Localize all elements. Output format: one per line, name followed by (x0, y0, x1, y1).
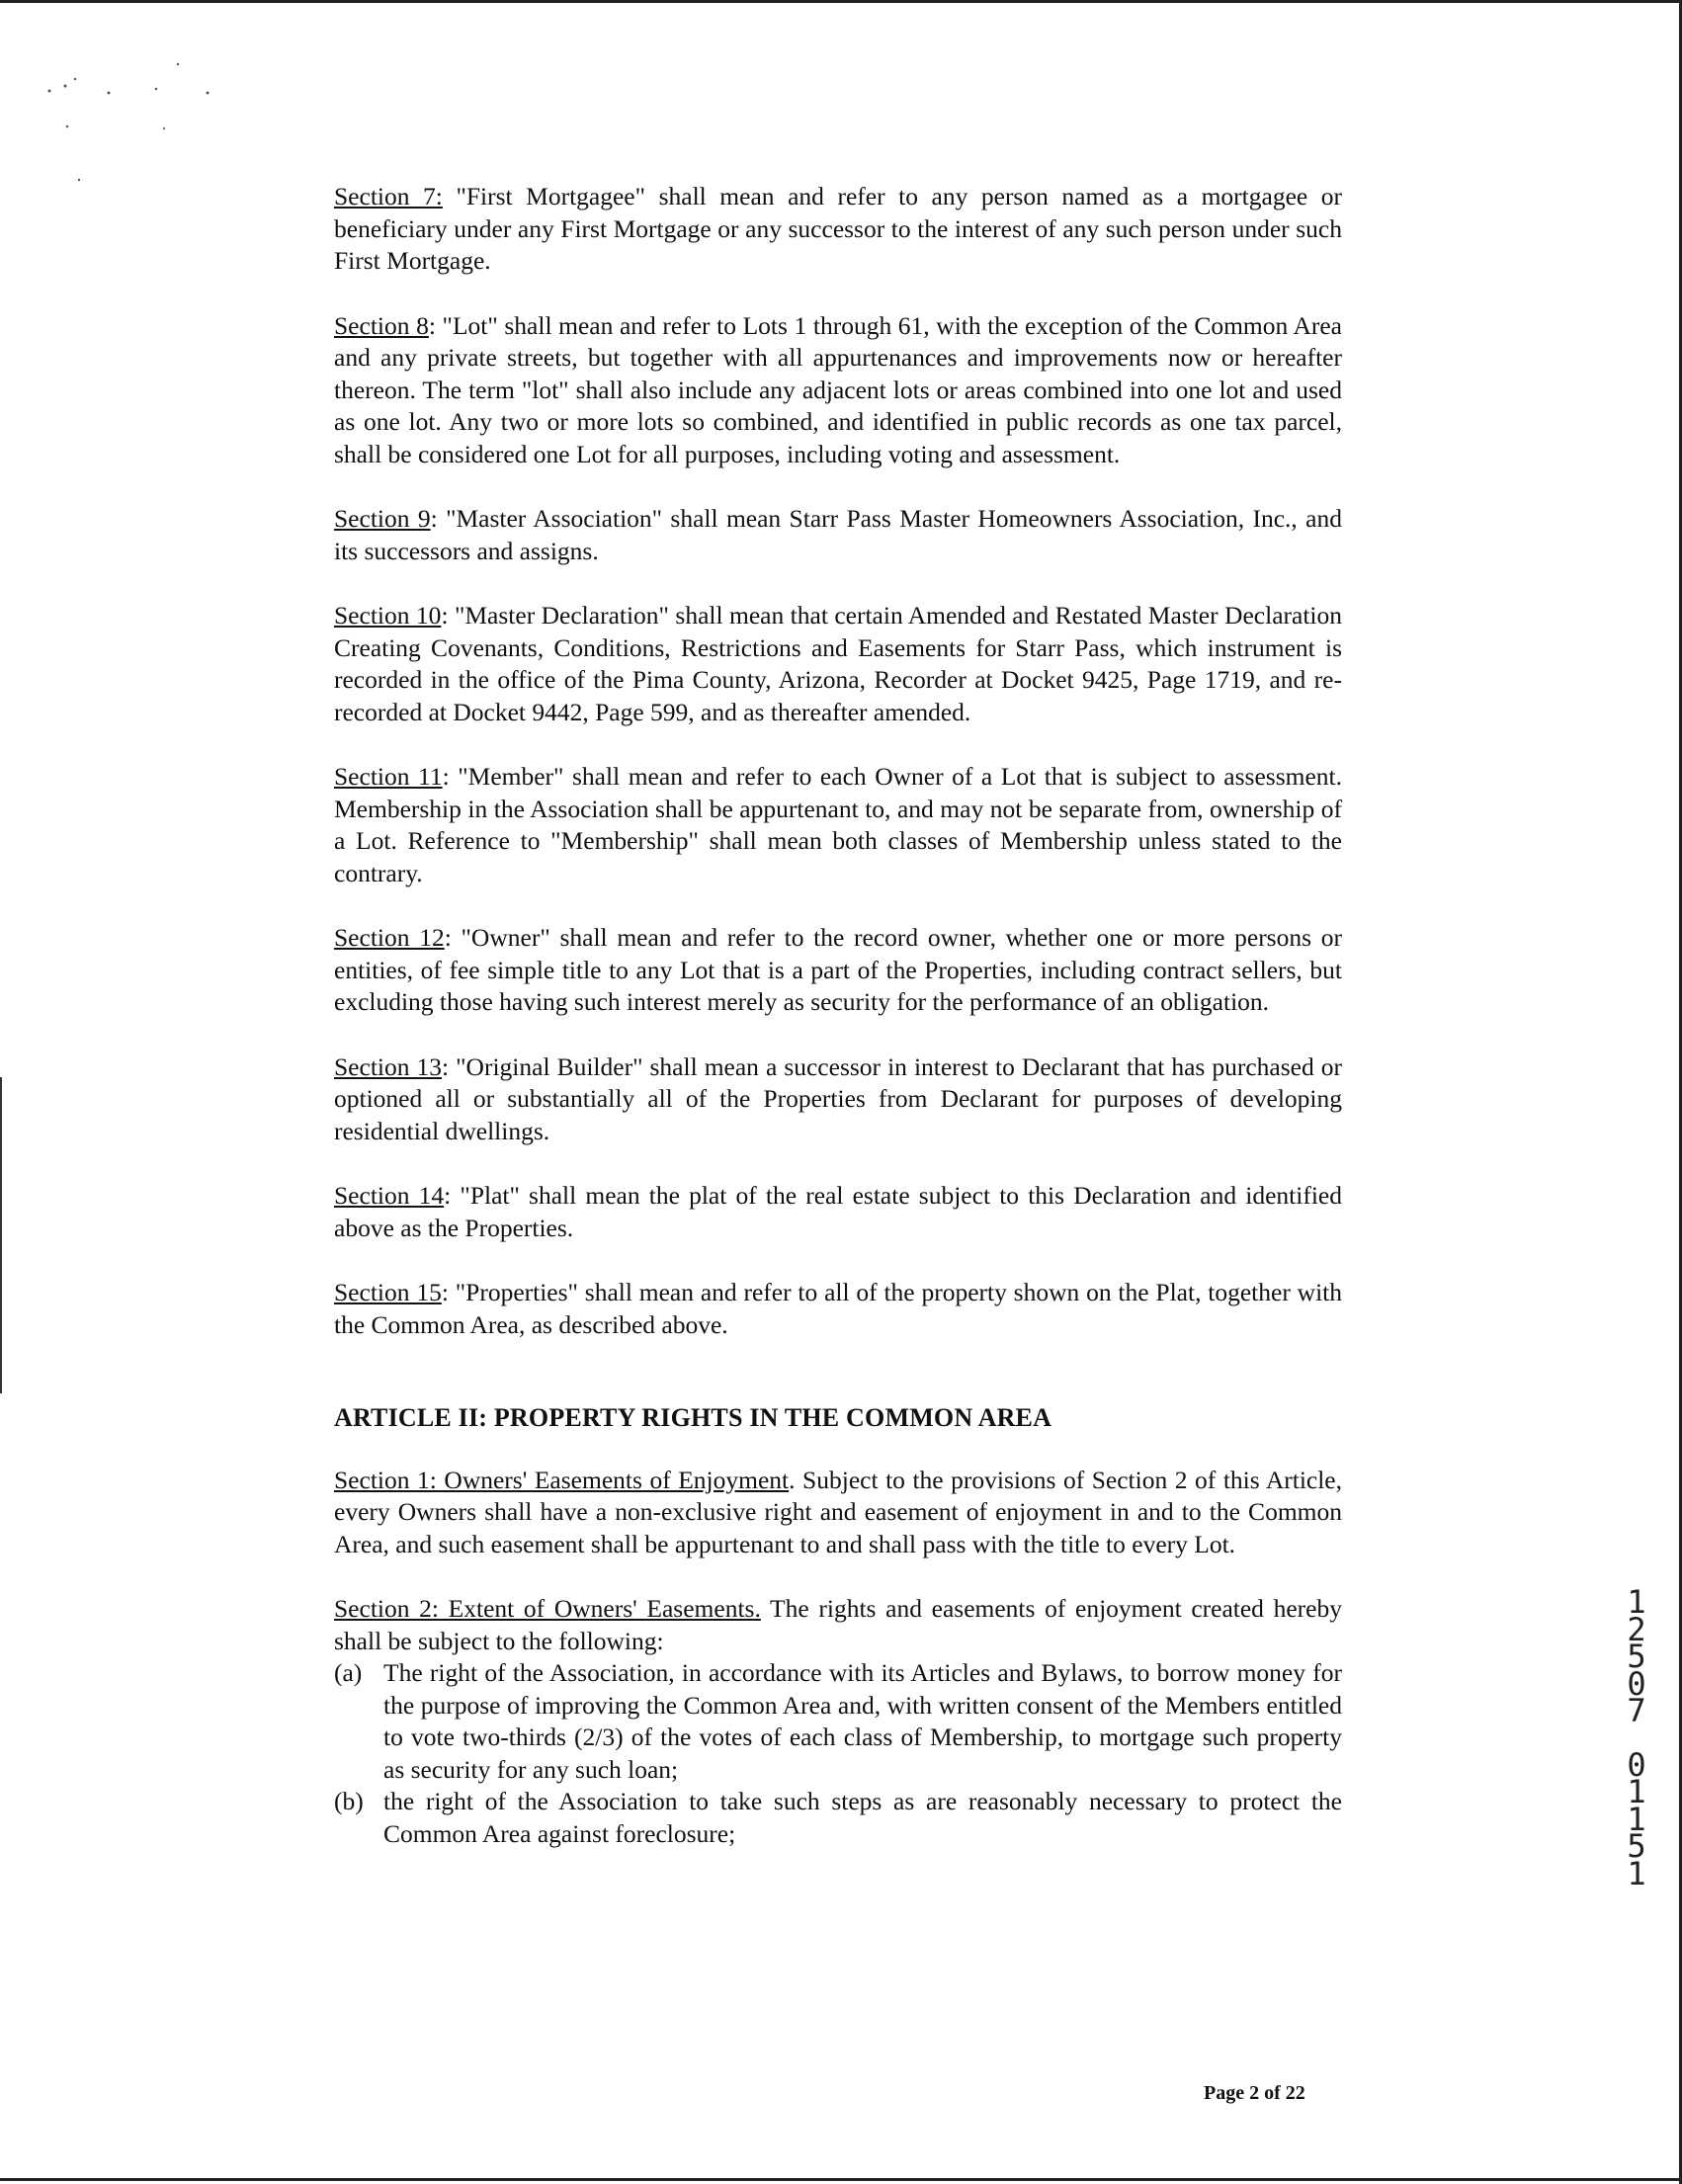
stamp-digit: 1 (1627, 1854, 1646, 1892)
section-text: : "Plat" shall mean the plat of the real estate subject to this Declaration and identified above as the Properties. (334, 1181, 1342, 1242)
section-7 (334, 181, 1342, 278)
section-ref: Section 15 (334, 1278, 442, 1306)
stamp-digit: 5 (1627, 1638, 1646, 1675)
section-text: The rights and easements of enjoyment created hereby shall be subject to the following: (334, 1594, 1342, 1655)
section-15 (334, 1277, 1342, 1341)
scan-specks (40, 49, 237, 198)
section-text: : "Member" shall mean and refer to each Owner of a Lot that is subject to assessment. Membership in the Association shall be appurtenant to, and may not be separate from, ownership of a Lot. Reference to "Membership" shall mean both classes of Membership unless stated to the contrary. (334, 762, 1342, 887)
section-10 (334, 600, 1342, 728)
section-text: : "Master Association" shall mean Starr Pass Master Homeowners Association, Inc., and its successors and assigns. (334, 504, 1342, 565)
section-text: : "Lot" shall mean and refer to Lots 1 through 61, with the exception of the Common Area and any private streets, but together with all appurtenances and improvements now or hereafter thereon. The term "lot" shall also include any adjacent lots or areas combined into one lot and used as one lot. Any two or more lots so combined, and identified in public records as one tax parcel, shall be considered one Lot for all purposes, including voting and assessment. (334, 310, 1342, 468)
top-border (0, 0, 1682, 3)
section-9 (334, 503, 1342, 567)
section-11 (334, 761, 1342, 889)
list-item (334, 1786, 1342, 1850)
section-ref: Section 13 (334, 1051, 443, 1081)
article-section-2 (334, 1593, 1342, 1657)
section-text: : "Original Builder" shall mean a successor in interest to Declarant that has purchased or optioned all or substantially all of the Properties from Declarant for purposes of developing residential dwellings. (334, 1051, 1342, 1145)
bottom-border (0, 2178, 1682, 2181)
stamp-digit: 1 (1627, 1583, 1646, 1621)
section-12 (334, 922, 1342, 1019)
section-ref: Section 10 (334, 601, 442, 630)
section-text: : "Properties" shall mean and refer to all of the property shown on the Plat, together with the Common Area, as described above. (334, 1278, 1342, 1339)
stamp-digit: 1 (1627, 1773, 1646, 1810)
section-ref: Section 7: (334, 182, 443, 210)
section-text: : "Owner" shall mean and refer to the record owner, whether one or more persons or entities, of fee simple title to any Lot that is a part of the Properties, including contract sellers, but excluding those having such interest merely as security for the performance of an obligation. (334, 923, 1342, 1016)
list-marker: (b) (334, 1787, 364, 1815)
list-item (334, 1657, 1342, 1786)
document-body (334, 181, 1342, 1850)
section-13 (334, 1051, 1342, 1148)
section-ref: Section 11 (334, 762, 443, 791)
section-text: : "Master Declaration" shall mean that certain Amended and Restated Master Declaration Creating Covenants, Conditions, Restrictions and Easements for Starr Pass, which instrument is recorded in the office of the Pima County, Arizona, Recorder at Docket 9425, Page 1719, and re-recorded at Docket 9442, Page 599, and as thereafter amended. (334, 601, 1342, 726)
section-ref: Section 12 (334, 923, 445, 952)
article-heading: ARTICLE II: PROPERTY RIGHTS IN THE COMMON AREA (334, 1403, 1052, 1432)
section-ref: Section 9 (334, 504, 431, 533)
section-14 (334, 1180, 1342, 1244)
stamp-digit: 0 (1627, 1664, 1646, 1703)
stamp-digit: 0 (1627, 1745, 1646, 1784)
section-ref: Section 14 (334, 1181, 445, 1210)
recording-stamp (1619, 1583, 1654, 1892)
left-scan-edge (0, 1077, 2, 1393)
section-ref: Section 8 (334, 310, 429, 340)
stamp-digit: 7 (1627, 1692, 1646, 1729)
section-ref: Section 1: Owners' Easements of Enjoyment (334, 1465, 790, 1494)
list-text: The right of the Association, in accordance with its Articles and Bylaws, to borrow money for the purpose of improving the Common Area and, with written consent of the Members entitled to vote two-thirds (2/3) of the votes of each class of Membership, to mortgage such property as security for any such loan; (383, 1658, 1342, 1784)
page-number: Page 2 of 22 (1204, 2082, 1305, 2104)
stamp-digit: 1 (1627, 1800, 1646, 1838)
section-text: "First Mortgagee" shall mean and refer to any person named as a mortgagee or beneficiary under any First Mortgage or any successor to the interest of any such person under such First Mortgage. (334, 182, 1343, 275)
easement-list (334, 1657, 1342, 1850)
stamp-digit: 2 (1627, 1610, 1646, 1648)
list-text: the right of the Association to take such steps as are reasonably necessary to protect the Common Area against foreclosure; (383, 1787, 1342, 1848)
section-ref: Section 2: Extent of Owners' Easements. (334, 1594, 761, 1623)
list-marker: (a) (334, 1658, 363, 1687)
article-section-1 (334, 1465, 1342, 1561)
section-8 (334, 310, 1342, 471)
section-text: . Subject to the provisions of Section 2 of this Article, every Owners shall have a non-exclusive right and easement of enjoyment in and to the Common Area, and such easement shall be appurtenant to and shall pass with the title to every Lot. (334, 1465, 1342, 1558)
stamp-digit: 5 (1627, 1827, 1646, 1865)
